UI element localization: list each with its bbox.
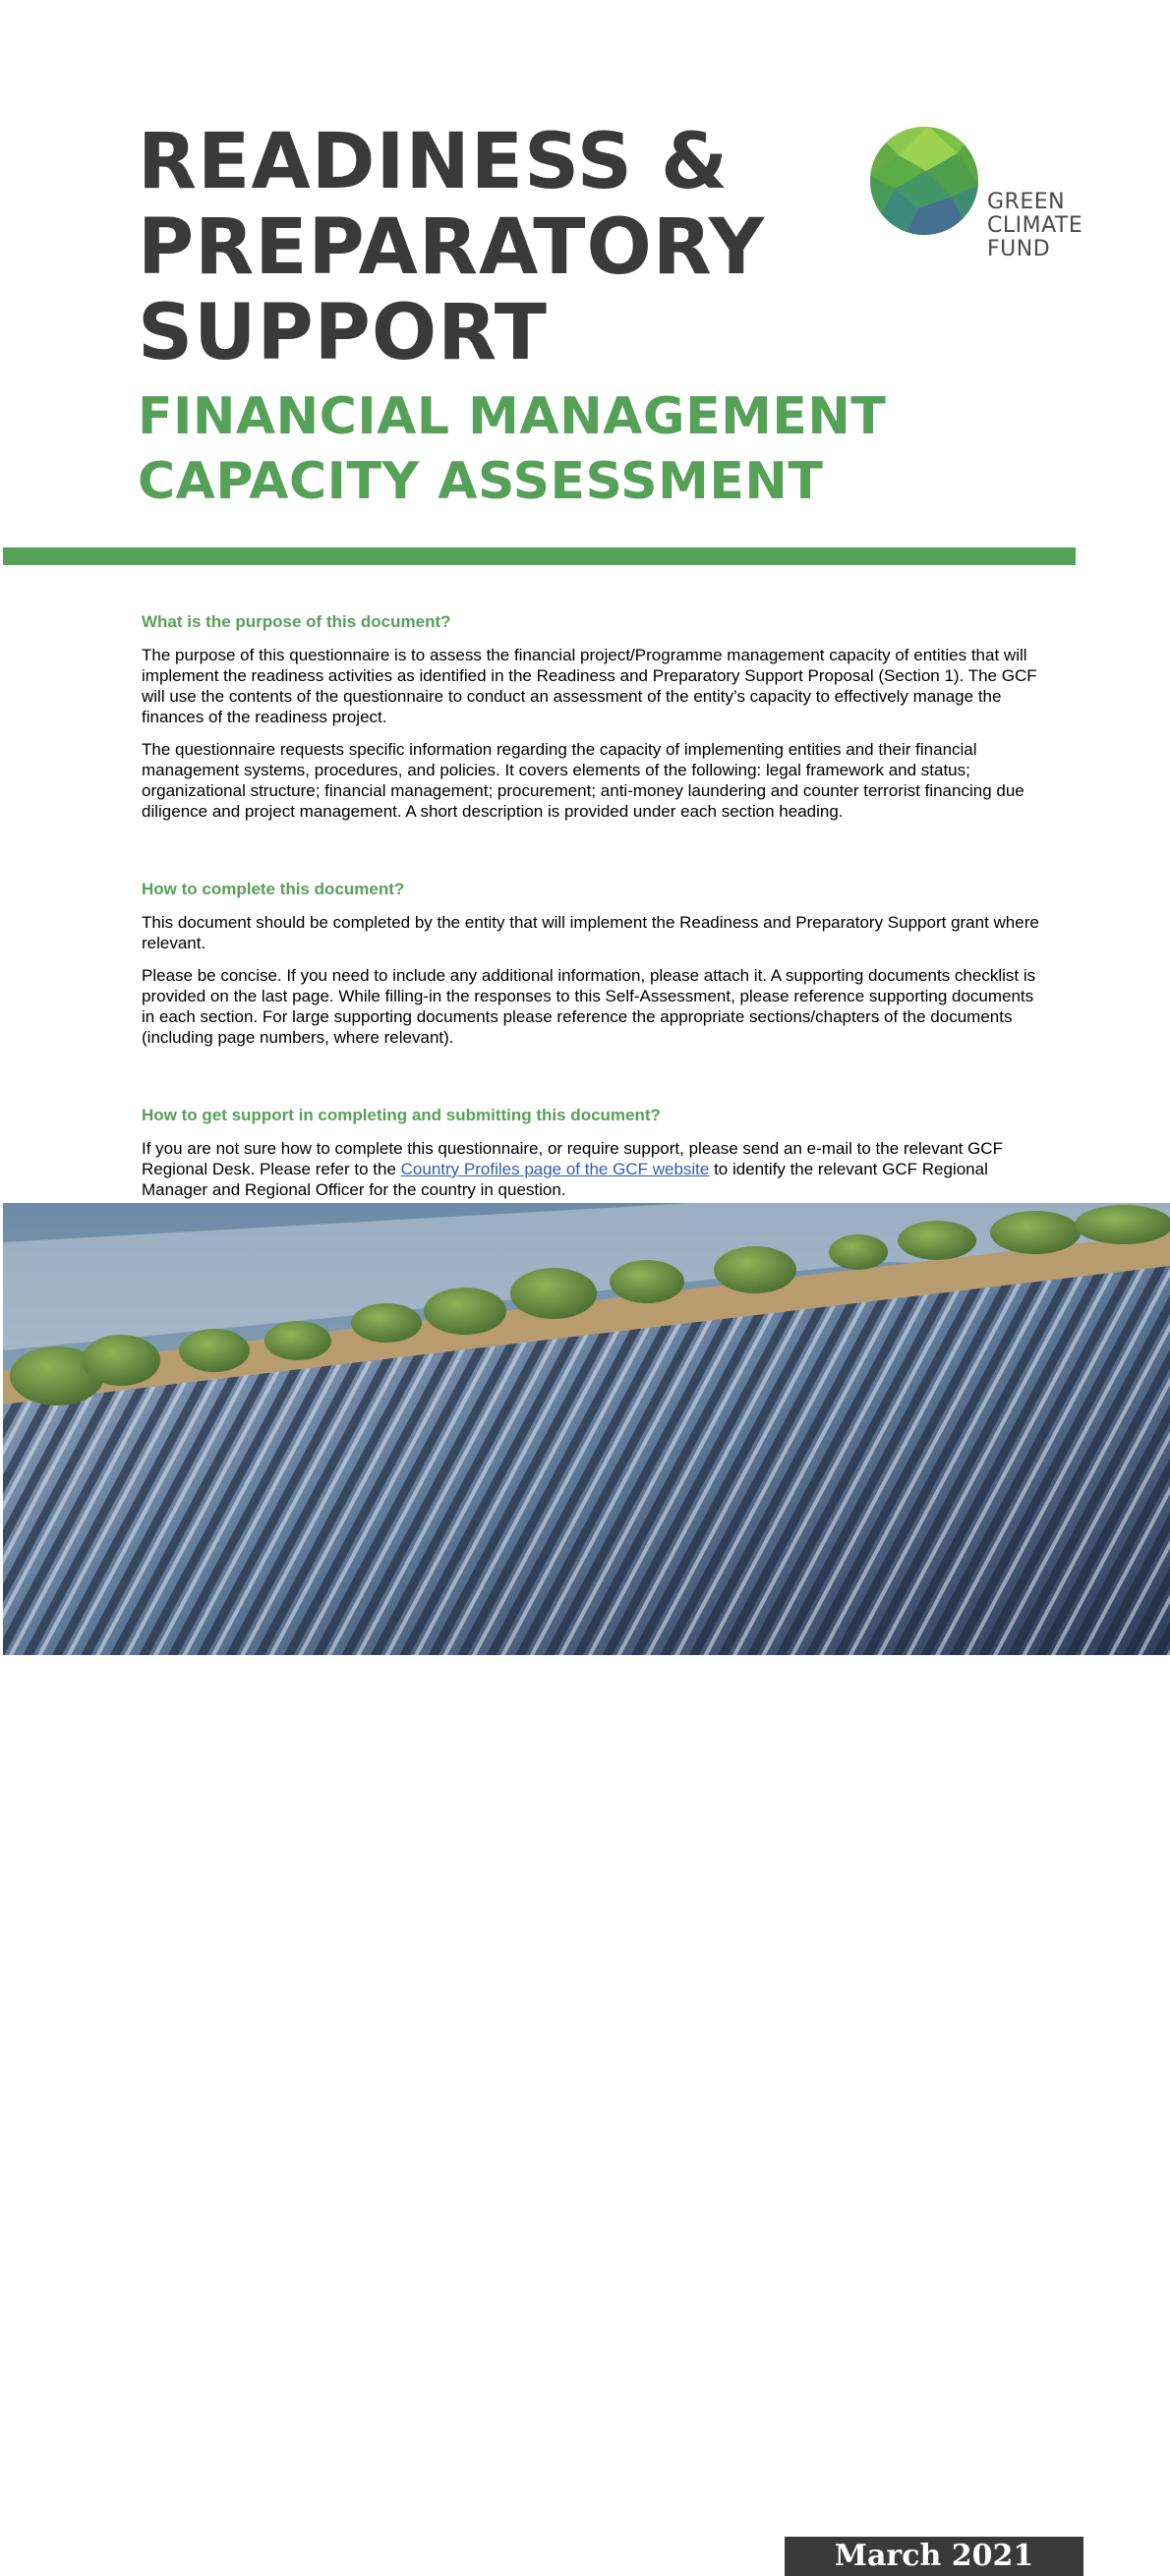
aerial-greenhouse-photo	[3, 1203, 1170, 2573]
main-title-line: READINESS &	[138, 118, 730, 206]
logo-text	[987, 191, 1082, 261]
green-globe-icon	[869, 126, 979, 236]
section-heading-purpose: What is the purpose of this document?	[142, 612, 451, 631]
logo-text-line: FUND	[987, 237, 1051, 261]
date-badge: March 2021	[785, 2537, 1083, 2576]
main-title	[138, 120, 886, 376]
title-block	[138, 120, 886, 514]
paragraph: The questionnaire requests specific information regarding the capacity of implementing entities and their financial management systems, procedures, and policies. It covers elements of the following: legal framework and status; organizational structure; financial management; procurement; anti-money laundering and counter terrorist financing due diligence and project management. A short description is provided under each section heading.	[142, 740, 1024, 821]
paragraph: This document should be completed by the entity that will implement the Readiness and Preparatory Support grant where relevant.	[142, 913, 1039, 952]
support-text-before: If you are not sure how to complete this questionnaire, or require support, please send an e-mail to the relevant GCF Regional Desk. Please refer to the	[142, 1139, 1003, 1178]
sub-title-line: FINANCIAL MANAGEMENT	[138, 387, 887, 446]
section-heading-how-to-complete: How to complete this document?	[142, 880, 405, 898]
logo-text-line: CLIMATE	[987, 213, 1083, 238]
paragraph: Please be concise. If you need to include any additional information, please attach it. A supporting documents checklist is provided on the last page. While filling-in the responses to this Self-Assessment, please reference supporting documents in each section. For large supporting documents please reference the appropriate sections/chapters of the documents (including page numbers, where relevant).	[142, 966, 1036, 1047]
sub-title-line: CAPACITY ASSESSMENT	[138, 452, 824, 511]
green-divider-bar	[3, 547, 1076, 565]
country-profiles-link[interactable]: Country Profiles page of the GCF website	[400, 1160, 710, 1178]
main-title-line: PREPARATORY	[138, 203, 766, 292]
sub-title	[138, 384, 886, 514]
gcf-logo	[869, 126, 1085, 263]
support-text-after: to identify the relevant GCF Regional Manager and Regional Officer for the country in question.	[142, 1160, 988, 1199]
document-body	[142, 611, 1046, 1212]
main-title-line: SUPPORT	[138, 289, 548, 377]
section-heading-support: How to get support in completing and submitting this document?	[142, 1106, 661, 1124]
paragraph-support	[142, 1138, 1046, 1200]
logo-text-line: GREEN	[987, 190, 1066, 214]
cover-photo-graphic	[3, 1203, 1170, 1655]
paragraph: The purpose of this questionnaire is to assess the financial project/Programme management capacity of entities that will implement the readiness activities as identified in the Readiness and Preparatory Support Proposal (Section 1). The GCF will use the contents of the questionnaire to conduct an assessment of the entity’s capacity to effectively manage the finances of the readiness project.	[142, 646, 1037, 726]
